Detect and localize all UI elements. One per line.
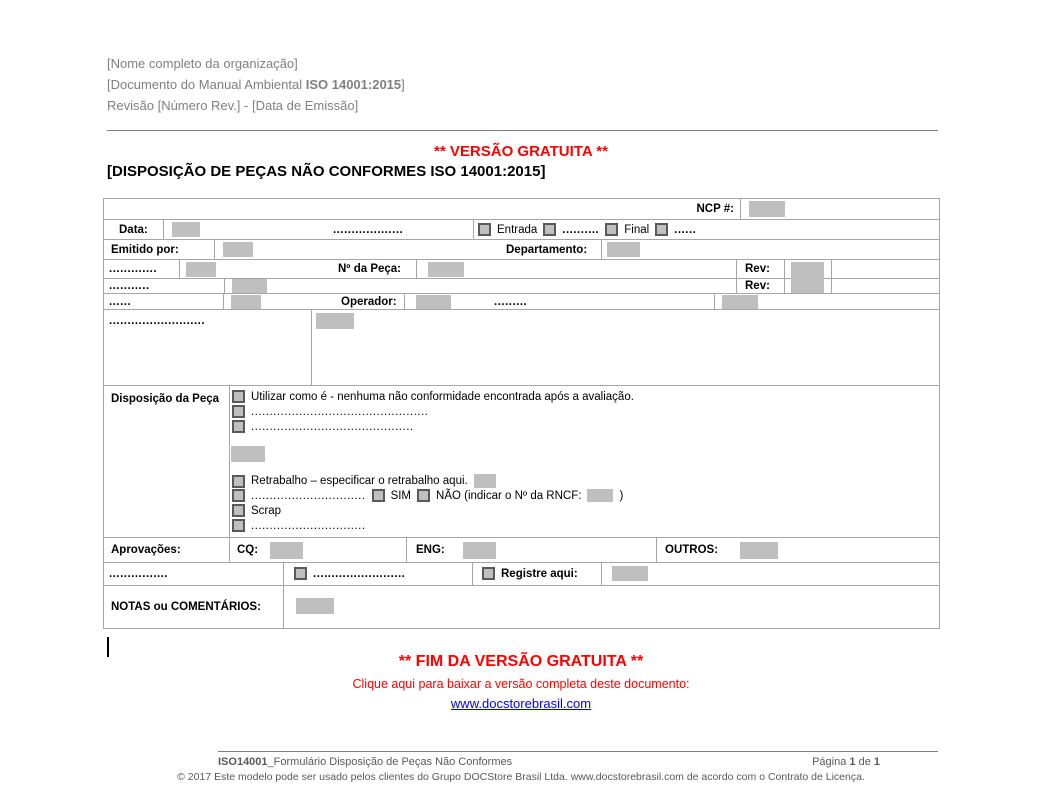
rev2-label: Rev: (745, 280, 770, 292)
cell-divider (224, 279, 225, 293)
scrap-checkbox-icon[interactable] (232, 504, 245, 517)
notas-field[interactable] (296, 598, 334, 614)
download-prompt: Clique aqui para baixar a versão completa deste documento: (352, 677, 690, 691)
registro-checkbox-icon[interactable] (294, 567, 307, 580)
departamento-field[interactable] (607, 242, 640, 257)
disposicao-label: Disposição da Peça (111, 393, 220, 405)
footer-page-prefix: Página (812, 756, 850, 768)
eng-field[interactable] (463, 542, 496, 559)
utilizar-checkbox-icon[interactable] (232, 390, 245, 403)
operador-field[interactable] (416, 295, 451, 309)
entrada-checkbox-icon[interactable] (478, 223, 491, 236)
scrap-dots-checkbox-icon[interactable] (232, 519, 245, 532)
peca-row (104, 260, 939, 279)
final-checkbox-icon[interactable] (605, 223, 618, 236)
disposicao-option2 (232, 405, 428, 418)
retrabalho-field[interactable] (474, 474, 496, 488)
entrada-final-group (478, 223, 696, 236)
end-free-version-banner: ** FIM DA VERSÃO GRATUITA ** (398, 653, 644, 670)
footer-doc-id (218, 756, 512, 768)
cell-divider (831, 279, 832, 293)
rncf-field[interactable] (587, 489, 613, 502)
docstore-link[interactable]: www.docstorebrasil.com (450, 696, 592, 711)
disposicao-option3 (232, 420, 414, 433)
nao-close-paren: ) (619, 489, 624, 502)
scrap-line (232, 504, 281, 517)
emitido-row (104, 240, 939, 260)
cell-divider (831, 260, 832, 278)
registre-field[interactable] (612, 566, 648, 581)
registro-check-line (294, 567, 405, 580)
cq-label: CQ: (237, 544, 259, 556)
header-divider (107, 130, 938, 131)
data-dots: ................... (333, 224, 404, 236)
data-field[interactable] (172, 222, 200, 237)
entrada-date-checkbox-icon[interactable] (543, 223, 556, 236)
operador-row (104, 294, 939, 310)
peca-left-field[interactable] (186, 262, 216, 277)
retrabalho-label: Retrabalho – especificar o retrabalho aqui. (251, 475, 468, 487)
option3-checkbox-icon[interactable] (232, 420, 245, 433)
disposicao-option1 (232, 390, 634, 403)
registro-dots2: ......................... (313, 567, 406, 580)
retrabalho-line (232, 474, 496, 488)
cq-field[interactable] (270, 542, 303, 559)
rev1-field[interactable] (791, 262, 824, 279)
footer-page-total: 1 (873, 756, 880, 768)
data-row (104, 220, 939, 240)
operador-dots2: ......... (494, 296, 528, 308)
scrap-label: Scrap (251, 504, 282, 517)
rev2-field[interactable] (791, 279, 824, 293)
footer-page-number (812, 756, 880, 768)
cell-divider (283, 586, 284, 628)
peca-label: Nº da Peça: (338, 263, 402, 275)
cell-divider (283, 563, 284, 585)
operador-left-field[interactable] (231, 295, 261, 309)
description-dots: .......................... (109, 315, 206, 327)
doc-type-line (107, 74, 405, 95)
emitido-label: Emitido por: (111, 244, 179, 256)
footer-divider (218, 751, 938, 752)
operador-row-dots: ...... (109, 296, 132, 308)
scrap-dots-line (232, 519, 366, 532)
doc-type-prefix: [Documento do Manual Ambiental (107, 77, 306, 92)
outros-label: OUTROS: (665, 544, 719, 556)
departamento-label: Departamento: (506, 244, 588, 256)
cell-divider (472, 563, 473, 585)
doc-type-suffix: ] (401, 77, 405, 92)
operador-label: Operador: (341, 296, 397, 308)
registre-aqui-line (482, 567, 578, 580)
cell-divider (311, 310, 312, 385)
sim-checkbox-icon[interactable] (372, 489, 385, 502)
registro-dots1: ................ (109, 568, 169, 580)
sim-label: SIM (390, 489, 412, 502)
registre-label: Registre aqui: (501, 567, 578, 580)
cell-divider (736, 279, 737, 293)
cell-divider (406, 538, 407, 562)
ncp-label: NCP #: (696, 203, 734, 215)
rev-row-dots: ........... (109, 280, 150, 292)
cell-divider (223, 294, 224, 309)
aprovacoes-row (104, 538, 939, 563)
org-name-line: [Nome completo da organização] (107, 56, 298, 71)
disposicao-field[interactable] (231, 446, 265, 462)
option2-checkbox-icon[interactable] (232, 405, 245, 418)
eng-label: ENG: (416, 544, 445, 556)
peca-num-field[interactable] (428, 262, 464, 277)
cell-divider (601, 563, 602, 585)
aprovacoes-label: Aprovações: (111, 544, 181, 556)
operador-right-field[interactable] (722, 295, 758, 309)
sim-nao-line (232, 489, 623, 502)
final-dots: ...... (674, 223, 697, 236)
cell-divider (714, 294, 715, 309)
description-row (104, 310, 939, 386)
page-title: [DISPOSIÇÃO DE PEÇAS NÃO CONFORMES ISO 14001:2015] (107, 163, 546, 180)
rev-row-field[interactable] (232, 279, 267, 293)
cell-divider (163, 220, 164, 239)
revision-line: Revisão [Número Rev.] - [Data de Emissão] (107, 98, 359, 113)
iso-standard-label: ISO 14001:2015 (305, 77, 402, 92)
footer-copyright: © 2017 Este modelo pode ser usado pelos clientes do Grupo DOCStore Brasil Ltda. www.docstorebrasil.com de acordo com o Contrato de Licença. (177, 771, 865, 783)
outros-field[interactable] (740, 542, 778, 559)
footer-doc-code: ISO14001 (218, 756, 268, 768)
final-label: Final (624, 223, 650, 236)
retrabalho-dots-checkbox-icon[interactable] (232, 489, 245, 502)
form-table (103, 198, 940, 629)
entrada-dots: .......... (562, 223, 600, 236)
free-version-banner: ** VERSÃO GRATUITA ** (434, 143, 608, 160)
nao-label: NÃO (indicar o Nº da RNCF: (436, 489, 582, 502)
entrada-label: Entrada (497, 223, 538, 236)
description-field[interactable] (316, 313, 354, 329)
cell-divider (740, 199, 741, 219)
final-date-checkbox-icon[interactable] (655, 223, 668, 236)
cell-divider (736, 260, 737, 278)
peca-dots: ............. (109, 263, 158, 275)
link-line (0, 695, 1042, 713)
scrap-dots: ............................... (251, 519, 366, 532)
cell-divider (784, 260, 785, 278)
cell-divider (179, 260, 180, 278)
emitido-field[interactable] (223, 242, 253, 257)
cell-divider (784, 279, 785, 293)
cell-divider (416, 260, 417, 278)
data-label: Data: (119, 224, 148, 236)
ncp-row (104, 199, 939, 220)
cell-divider (229, 386, 230, 537)
footer-page-mid: de (855, 756, 874, 768)
rev-row (104, 279, 939, 294)
ncp-field[interactable] (749, 201, 785, 217)
cell-divider (229, 538, 230, 562)
cell-divider (656, 538, 657, 562)
option3-dots: ............................................ (251, 420, 414, 433)
footer-doc-title: _Formulário Disposição de Peças Não Conformes (267, 756, 513, 768)
retrabalho-dots: ............................... (251, 489, 366, 502)
cell-divider (214, 240, 215, 259)
cell-divider (473, 220, 474, 239)
option2-dots: ................................................ (251, 405, 429, 418)
cell-divider (601, 240, 602, 259)
notas-label: NOTAS ou COMENTÁRIOS: (111, 601, 261, 613)
notas-row (104, 586, 939, 628)
registre-checkbox-icon[interactable] (482, 567, 495, 580)
nao-checkbox-icon[interactable] (417, 489, 430, 502)
utilizar-label: Utilizar como é - nenhuma não conformidade encontrada após a avaliação. (251, 390, 634, 403)
registro-row (104, 563, 939, 586)
retrabalho-checkbox-icon[interactable] (232, 475, 245, 488)
rev1-label: Rev: (745, 263, 770, 275)
disposicao-row (104, 386, 939, 538)
footer-page-current: 1 (849, 756, 856, 768)
cell-divider (404, 294, 405, 309)
